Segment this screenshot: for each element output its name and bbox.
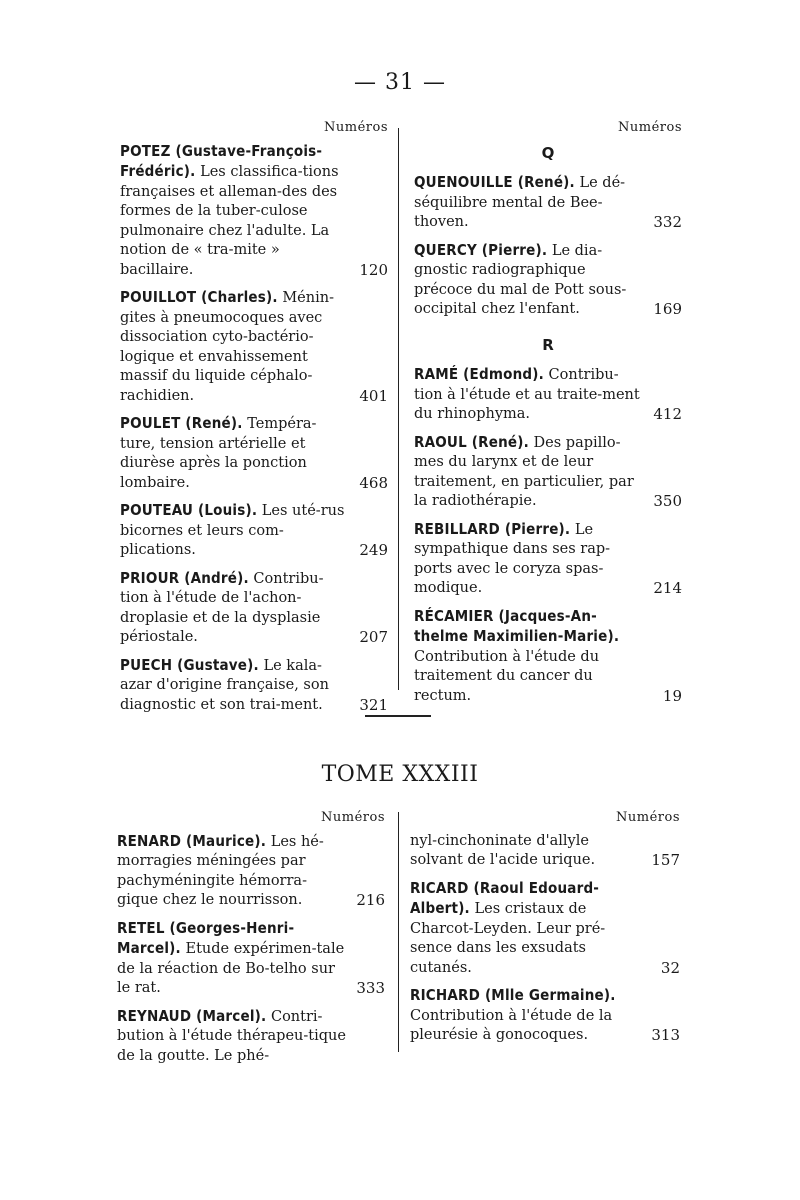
- thesis-title: Des papillo-mes du larynx et de leur traitement, en particulier, par la radiothérapie.: [414, 434, 634, 509]
- author-name: POUTEAU (Louis).: [120, 501, 258, 519]
- index-entry: [120, 142, 388, 281]
- author-name: RICHARD (Mlle Germaine).: [410, 986, 616, 1004]
- column-header: Numéros: [618, 120, 682, 135]
- column-divider: [398, 812, 399, 1052]
- thesis-title: Etude expérimen-tale de la réaction de Bo-telho sur le rat.: [117, 941, 345, 996]
- thesis-title: Contri-bution à l'étude thérapeu-tique de la goutte. Le phé-: [117, 1008, 346, 1064]
- author-name: RAOUL (René).: [414, 432, 529, 451]
- index-column-bottom-left: [117, 808, 385, 1074]
- index-entry: [414, 433, 682, 512]
- entry-number: 468: [359, 473, 388, 492]
- entry-body: [120, 569, 350, 648]
- entry-body: [117, 919, 347, 999]
- thesis-title: Contribution à l'étude de la pleurésie à gonocoques.: [410, 1007, 613, 1043]
- thesis-title: Contribution à l'étude du traitement du cancer du rectum.: [414, 648, 600, 704]
- section-divider: [365, 715, 431, 717]
- entry-number: 333: [356, 979, 385, 997]
- author-name: PUECH (Gustave).: [120, 655, 259, 674]
- page-number: — 31 —: [354, 70, 446, 95]
- letter-heading-r: R: [542, 335, 554, 354]
- thesis-title: Le dé-séquilibre mental de Bee-thoven.: [414, 175, 626, 230]
- entry-body: [410, 832, 642, 871]
- entry-number: 214: [653, 579, 682, 597]
- entry-body: [414, 607, 644, 707]
- entry-body: [414, 365, 644, 425]
- index-entry: [414, 520, 682, 599]
- author-name: REBILLARD (Pierre).: [414, 519, 571, 538]
- thesis-title: Tempéra-ture, tension artérielle et diurèse après la ponction lombaire.: [120, 416, 317, 491]
- index-column-bottom-right: [410, 808, 680, 1054]
- entry-number: 332: [653, 213, 682, 231]
- author-name: PRIOUR (André).: [120, 568, 249, 587]
- entry-number: 157: [651, 851, 680, 869]
- entry-body: [410, 879, 642, 979]
- entry-body: [117, 1007, 347, 1067]
- author-name: RICARD (Raoul Edouard-Albert).: [410, 878, 600, 917]
- author-name: RÉCAMIER (Jacques-An-thelme Maximilien-Marie).: [414, 606, 620, 645]
- thesis-title: Le kala-azar d'origine française, son diagnostic et son trai-ment.: [120, 657, 329, 713]
- index-entry: [414, 365, 682, 425]
- entry-number: 169: [653, 300, 682, 318]
- index-entry: [410, 879, 680, 979]
- letter-heading-q: Q: [541, 143, 555, 162]
- column-header: Numéros: [324, 120, 388, 135]
- author-name: RENARD (Maurice).: [117, 831, 267, 850]
- entry-number: 249: [359, 541, 388, 559]
- index-entry: [117, 832, 385, 911]
- index-entry: [414, 173, 682, 233]
- author-name: REYNAUD (Marcel).: [117, 1006, 267, 1025]
- author-name: POULET (René).: [120, 414, 243, 432]
- entry-body: [120, 656, 350, 716]
- entry-number: 313: [651, 1026, 680, 1044]
- column-header: Numéros: [616, 810, 680, 825]
- entry-number: 32: [660, 958, 680, 977]
- entry-number: 321: [359, 695, 388, 714]
- author-name: POUILLOT (Charles).: [120, 288, 278, 306]
- entry-number: 207: [359, 628, 388, 646]
- thesis-title: Les hé-morragies méningées par pachyméningite hémorra-gique chez le nourrisson.: [117, 833, 324, 908]
- thesis-title: nyl-cinchoninate d'allyle solvant de l'acide urique.: [410, 832, 596, 868]
- entry-number: 120: [359, 260, 388, 279]
- index-entry: [117, 1007, 385, 1067]
- author-name: QUERCY (Pierre).: [414, 240, 548, 259]
- column-header: Numéros: [321, 810, 385, 825]
- author-name: RETEL (Georges-Henri-Marcel).: [117, 918, 295, 957]
- index-entry: [410, 986, 680, 1046]
- index-entry: [414, 241, 682, 320]
- index-entry: [120, 656, 388, 716]
- entry-number: 412: [653, 405, 682, 423]
- thesis-title: Le sympathique dans ses rap-ports avec le coryza spas-modique.: [414, 521, 611, 596]
- index-entry: [410, 832, 680, 871]
- index-entry: [120, 414, 388, 493]
- entry-body: [120, 501, 350, 561]
- index-entry: [414, 607, 682, 707]
- entry-number: 350: [653, 492, 682, 510]
- thesis-title: Les cristaux de Charcot-Leyden. Leur pré-sence dans les exsudats cutanés.: [410, 901, 606, 976]
- section-title: TOME XXXIII: [321, 762, 479, 787]
- entry-body: [414, 520, 644, 599]
- index-entry: [120, 288, 388, 406]
- entry-number: 401: [359, 386, 388, 405]
- index-entry: [120, 569, 388, 648]
- author-name: QUENOUILLE (René).: [414, 173, 575, 191]
- index-column-top-left: [120, 118, 388, 723]
- entry-body: [120, 142, 350, 281]
- index-entry: [117, 919, 385, 999]
- index-column-top-right: [414, 118, 682, 714]
- thesis-title: Le dia-gnostic radiographique précoce du mal de Pott sous-occipital chez l'enfant.: [414, 242, 627, 317]
- entry-number: 19: [662, 686, 682, 705]
- thesis-title: Les uté-rus bicornes et leurs com-plications.: [120, 503, 345, 558]
- entry-body: [414, 241, 644, 320]
- author-name: POTEZ (Gustave-François-Frédéric).: [120, 141, 323, 180]
- entry-body: [120, 288, 350, 406]
- thesis-title: Ménin-gites à pneumocoques avec dissociation cyto-bactério-logique et envahissement massif du liquide céphalo-rachidien.: [120, 290, 334, 404]
- entry-body: [414, 433, 644, 512]
- entry-body: [120, 414, 350, 493]
- entry-body: [410, 986, 642, 1046]
- entry-body: [117, 832, 347, 911]
- thesis-title: Les classifica-tions françaises et alleman-des des formes de la tuber-culose pulmonaire chez l'adulte. La notion de « tra-mite » bacillaire.: [120, 164, 339, 278]
- thesis-title: Contribu-tion à l'étude de l'achon-droplasie et de la dysplasie périostale.: [120, 570, 324, 645]
- column-divider: [398, 128, 399, 690]
- author-name: RAMÉ (Edmond).: [414, 365, 544, 383]
- entry-number: 216: [356, 891, 385, 909]
- thesis-title: Contribu-tion à l'étude et au traite-ment du rhinophyma.: [414, 367, 640, 422]
- entry-body: [414, 173, 644, 233]
- index-entry: [120, 501, 388, 561]
